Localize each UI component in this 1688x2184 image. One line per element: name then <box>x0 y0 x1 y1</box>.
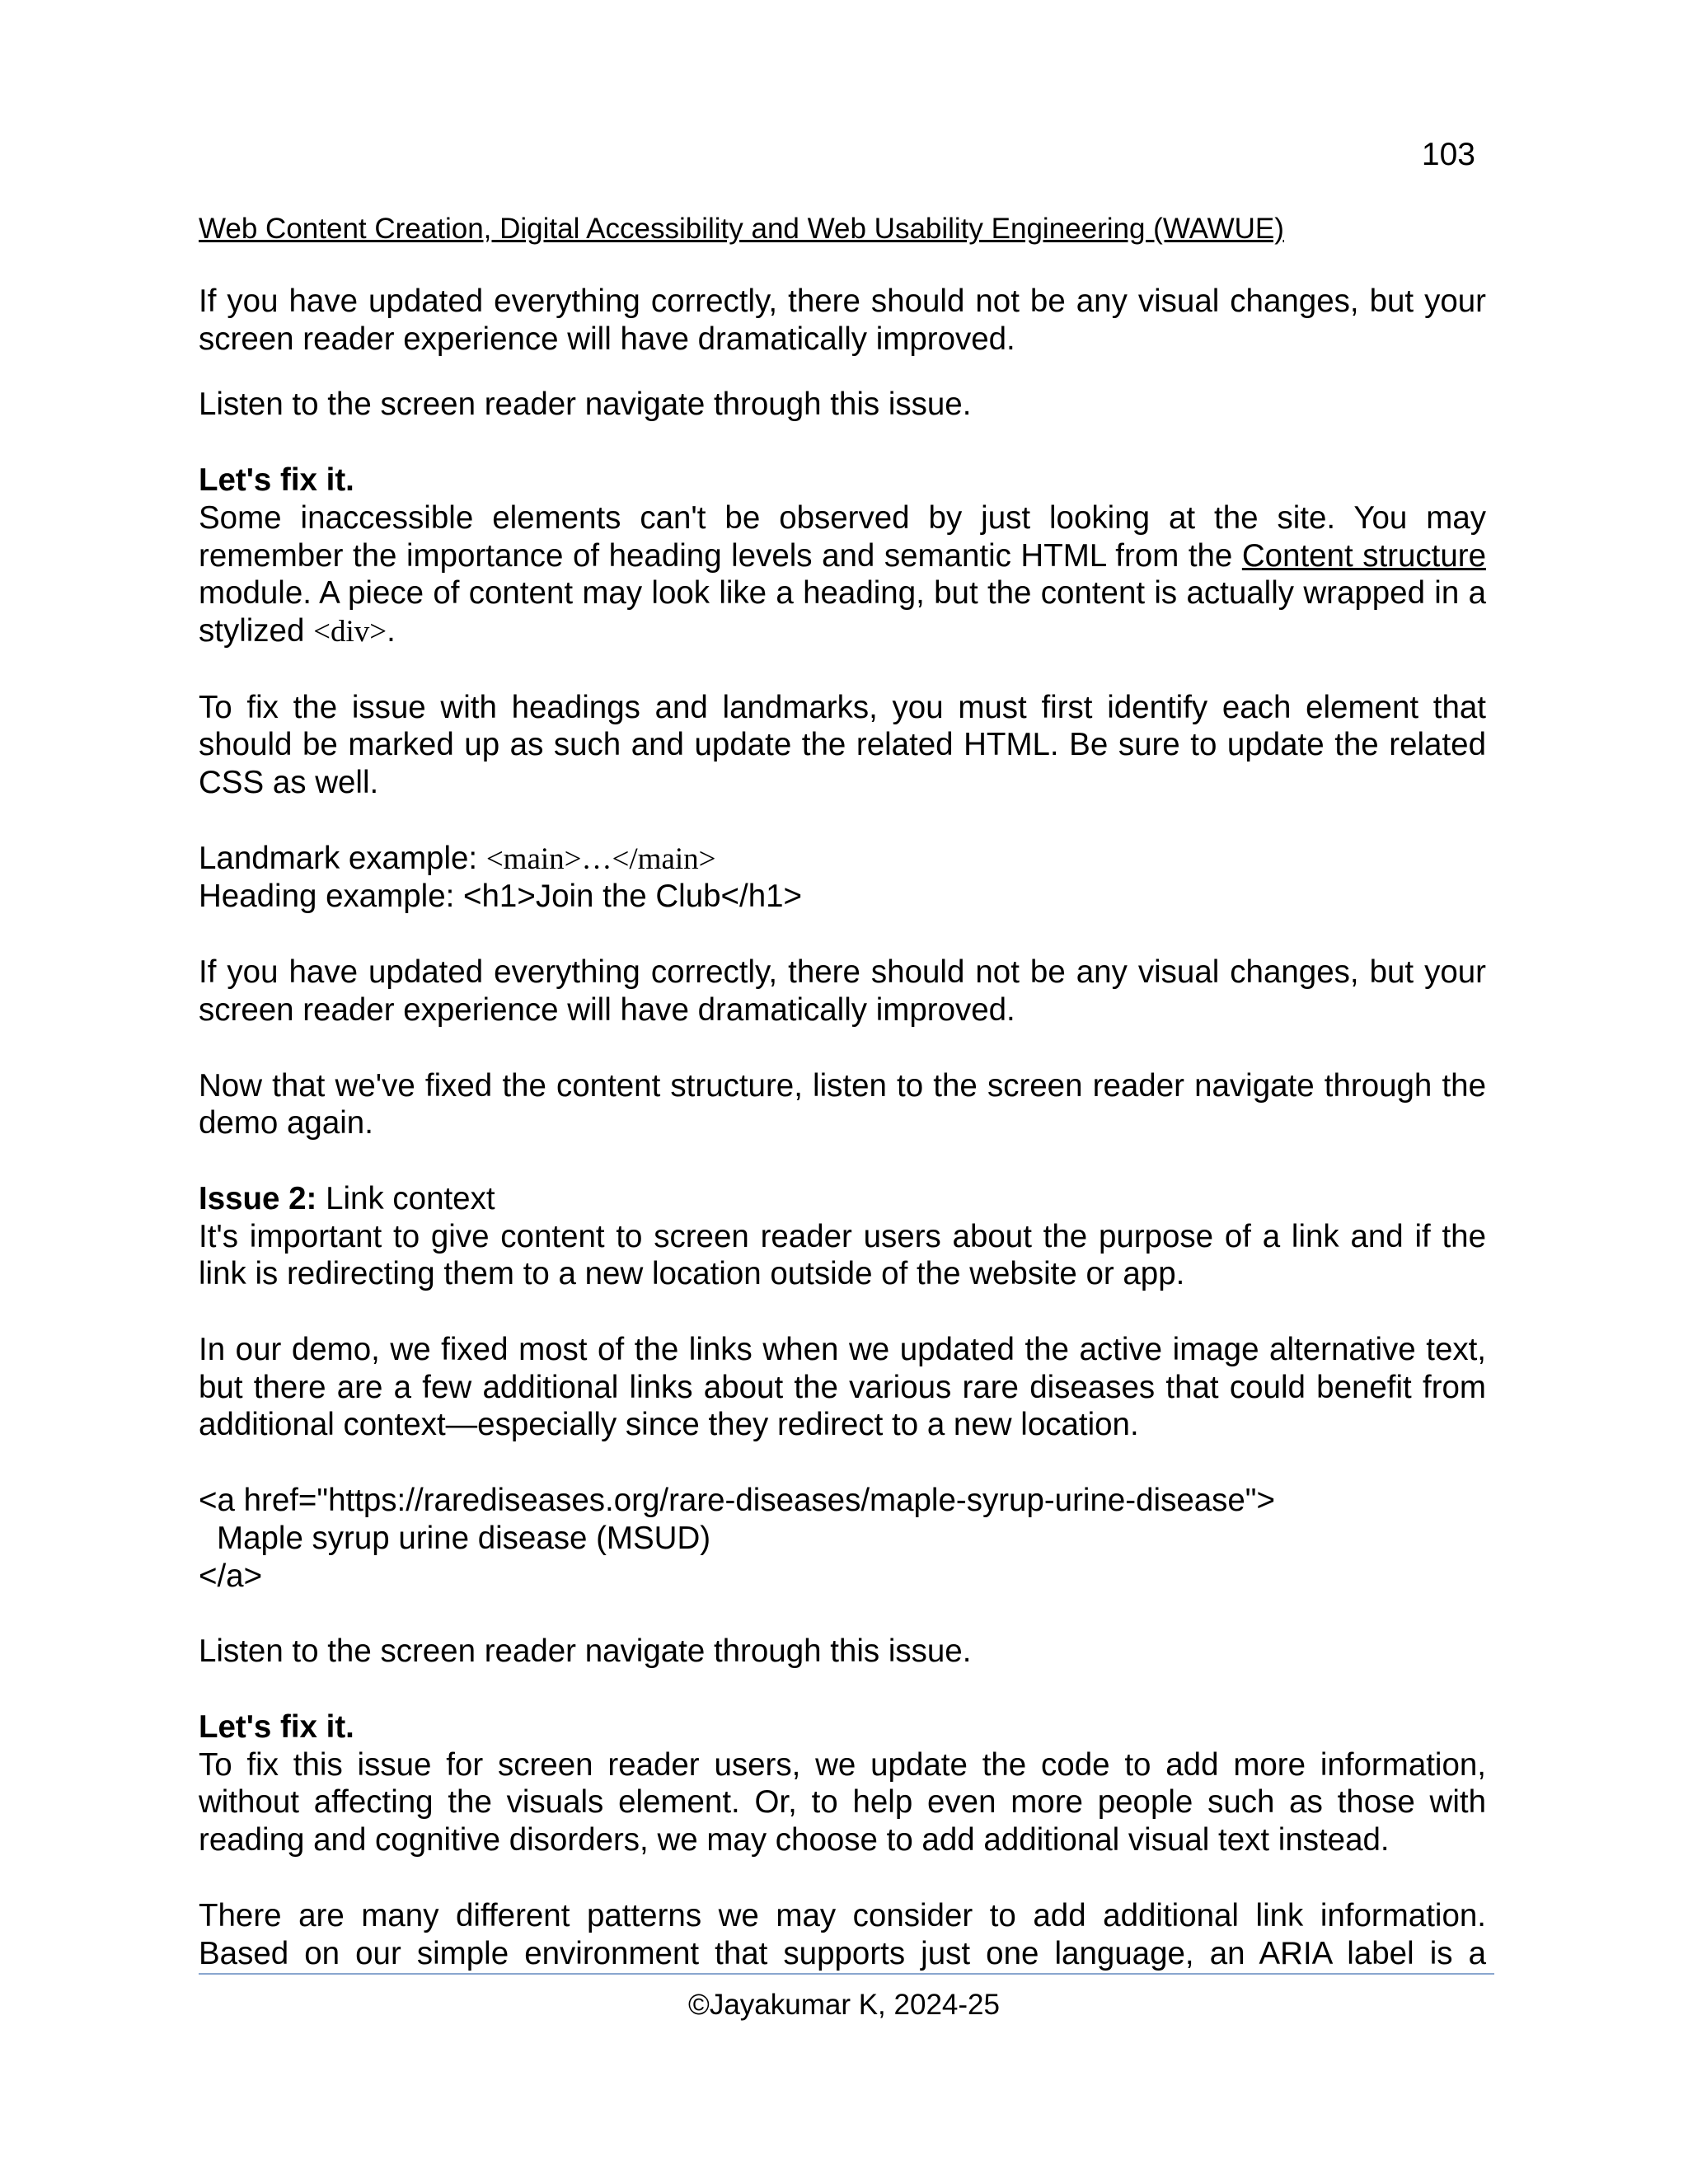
landmark-label: Landmark example: <box>199 840 486 876</box>
paragraph-text: . <box>387 612 396 649</box>
paragraph-aria-label: There are many different patterns we may consider to add additional link information. Based on our simple environment that supports just one language, an ARIA label is a <box>199 1897 1486 1971</box>
paragraph-visual-changes-2: If you have updated everything correctly, there should not be any visual changes, but your screen reader experience will have dramatically improved. <box>199 954 1486 1028</box>
paragraph-link-purpose: It's important to give content to screen reader users about the purpose of a link and if the link is redirecting them to a new location outside of the website or app. <box>199 1218 1486 1292</box>
paragraph-demo-links: In our demo, we fixed most of the links when we updated the active image alternative text, but there are a few additional links about the various rare diseases that could benefit from additional context—especially since they redirect to a new location. <box>199 1332 1486 1443</box>
inline-code-div: <div> <box>313 614 387 649</box>
code-line-3: </a> <box>199 1558 263 1594</box>
paragraph-text: Some inaccessible elements can't be observed by just looking at the site. You may remember the importance of heading levels and semantic HTML from the <box>199 499 1486 574</box>
paragraph-text: module. A piece of content may look like a heading, but the content is actually wrapped in a stylized <box>199 575 1486 649</box>
paragraph-demo-again: Now that we've fixed the content structure, listen to the screen reader navigate through the demo again. <box>199 1067 1486 1141</box>
code-line-2 <box>199 1520 1486 1558</box>
body-text <box>199 283 1486 1972</box>
issue-2-title: Link context <box>316 1180 495 1216</box>
issue-2-heading <box>199 1180 1486 1218</box>
content-structure-link[interactable]: Content structure <box>1241 537 1486 574</box>
heading-example: Heading example: <h1>Join the Club</h1> <box>199 879 803 915</box>
footer-divider <box>199 1973 1494 1975</box>
fix-heading-2: Let's fix it. <box>199 1708 354 1745</box>
paragraph-listen: Listen to the screen reader navigate through this issue. <box>199 387 972 423</box>
landmark-example <box>199 840 1486 879</box>
page-number: 103 <box>1421 137 1475 172</box>
code-line-1: <a href="https://rarediseases.org/rare-diseases/maple-syrup-urine-disease"> <box>199 1483 1275 1519</box>
code-link-text: Maple syrup urine disease (MSUD) <box>217 1520 711 1556</box>
paragraph-listen-2: Listen to the screen reader navigate through this issue. <box>199 1633 972 1670</box>
running-header: Web Content Creation, Digital Accessibility and Web Usability Engineering (WAWUE) <box>199 213 1284 245</box>
paragraph-fix-screen-reader: To fix this issue for screen reader users, we update the code to add more information, without affecting the visuals element. Or, to help even more people such as those with reading and cognitive disorders, we may choose to add additional visual text instead. <box>199 1746 1486 1858</box>
paragraph-visual-changes: If you have updated everything correctly, there should not be any visual changes, but your screen reader experience will have dramatically improved. <box>199 284 1486 357</box>
landmark-code: <main>…</main> <box>485 841 716 876</box>
paragraph-fix-headings: To fix the issue with headings and landmarks, you must first identify each element that should be marked up as such and update the related HTML. Be sure to update the related CSS as well. <box>199 689 1486 801</box>
footer-copyright: ©Jayakumar K, 2024-25 <box>688 1989 1000 2021</box>
issue-2-label: Issue 2: <box>199 1180 317 1216</box>
paragraph-inaccessible-elements <box>199 499 1486 651</box>
fix-heading-1: Let's fix it. <box>199 462 354 499</box>
